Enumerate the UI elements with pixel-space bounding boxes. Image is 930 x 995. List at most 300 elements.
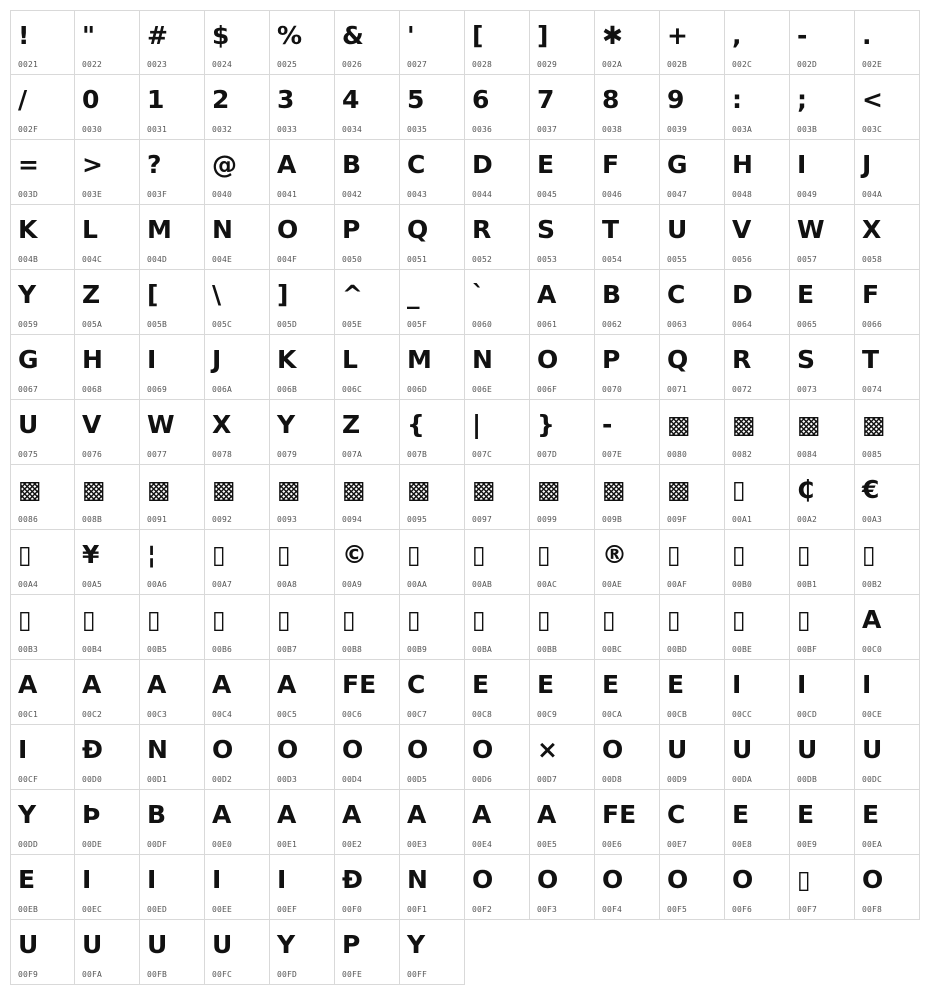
glyph-preview: ▩ [667,475,691,504]
glyph-code-label: 0026 [342,60,363,69]
glyph-preview: A [212,800,232,829]
glyph-preview: O [472,735,494,764]
glyph-code-label: 00C4 [212,710,233,719]
glyph-code-label: 00EB [18,905,39,914]
glyph-code-label: 00BE [732,645,753,654]
glyph-cell [790,335,855,400]
glyph-cell [855,855,920,920]
glyph-cell [10,855,75,920]
glyph-code-label: 00CF [18,775,39,784]
glyph-code-label: 00F2 [472,905,493,914]
glyph-cell [725,140,790,205]
glyph-code-label: 002A [602,60,623,69]
glyph-preview: Y [18,280,37,309]
glyph-cell [595,335,660,400]
glyph-code-label: 00BB [537,645,558,654]
glyph-cell [595,400,660,465]
glyph-code-label: 00B5 [147,645,168,654]
glyph-code-label: 00C1 [18,710,39,719]
glyph-preview: | [472,410,482,439]
glyph-preview: ▩ [797,410,821,439]
glyph-code-label: 00B1 [797,580,818,589]
glyph-preview: L [82,215,98,244]
glyph-cell [595,75,660,140]
glyph-preview: O [602,735,624,764]
glyph-preview: Z [82,280,101,309]
glyph-preview: × [537,735,558,764]
glyph-cell [465,725,530,790]
glyph-code-label: 00DD [18,840,39,849]
glyph-preview: B [147,800,167,829]
glyph-preview: Y [277,930,296,959]
glyph-cell [75,205,140,270]
glyph-code-label: 00B8 [342,645,363,654]
glyph-preview: ▩ [537,475,561,504]
glyph-code-label: 003D [18,190,39,199]
glyph-preview: ▯ [82,605,96,634]
glyph-cell [140,75,205,140]
glyph-code-label: 005E [342,320,363,329]
glyph-code-label: 0076 [82,450,103,459]
glyph-code-label: 0049 [797,190,818,199]
glyph-cell [205,205,270,270]
glyph-preview: I [797,150,807,179]
glyph-preview: [ [472,21,484,50]
glyph-preview: A [407,800,427,829]
glyph-code-label: 006D [407,385,428,394]
glyph-cell [140,660,205,725]
glyph-code-label: 0054 [602,255,623,264]
glyph-cell [465,400,530,465]
glyph-preview: Y [277,410,296,439]
glyph-code-label: 00C3 [147,710,168,719]
glyph-preview: _ [407,280,420,309]
glyph-preview: V [732,215,752,244]
glyph-cell [270,595,335,660]
glyph-cell [725,10,790,75]
glyph-code-label: 0028 [472,60,493,69]
glyph-cell [75,75,140,140]
glyph-cell [400,270,465,335]
glyph-preview: " [82,21,96,50]
glyph-code-label: 0042 [342,190,363,199]
glyph-code-label: 003E [82,190,103,199]
glyph-preview: ▩ [602,475,626,504]
glyph-cell [595,595,660,660]
glyph-cell [335,530,400,595]
glyph-code-label: 00AA [407,580,428,589]
glyph-preview: % [277,21,303,50]
glyph-preview: P [342,215,361,244]
glyph-preview: FE [602,800,637,829]
glyph-cell [855,465,920,530]
glyph-cell [270,75,335,140]
glyph-preview: C [407,670,426,699]
glyph-preview: Đ [82,735,103,764]
glyph-cell [660,530,725,595]
glyph-cell [400,790,465,855]
glyph-code-label: 0094 [342,515,363,524]
glyph-cell [660,660,725,725]
glyph-cell [335,400,400,465]
glyph-code-label: 00F8 [862,905,883,914]
glyph-cell [530,140,595,205]
glyph-preview: < [862,85,883,114]
glyph-cell [335,920,400,985]
glyph-cell [465,205,530,270]
glyph-preview: E [472,670,490,699]
glyph-cell [75,10,140,75]
glyph-cell [465,855,530,920]
glyph-preview: I [147,865,157,894]
glyph-cell [725,400,790,465]
glyph-preview: A [277,670,297,699]
glyph-code-label: 00FE [342,970,363,979]
glyph-cell [530,205,595,270]
glyph-preview: U [147,930,168,959]
glyph-code-label: 00FA [82,970,103,979]
glyph-cell [400,400,465,465]
glyph-cell [530,335,595,400]
glyph-code-label: 0079 [277,450,298,459]
glyph-cell [855,595,920,660]
glyph-code-label: 00C5 [277,710,298,719]
glyph-code-label: 0033 [277,125,298,134]
glyph-cell [270,335,335,400]
glyph-preview: A [277,150,297,179]
glyph-code-label: 004D [147,255,168,264]
glyph-code-label: 004F [277,255,298,264]
glyph-preview: E [602,670,620,699]
glyph-preview: Q [407,215,429,244]
glyph-code-label: 0080 [667,450,688,459]
glyph-map-grid [10,10,920,985]
glyph-code-label: 006E [472,385,493,394]
glyph-preview: A [537,280,557,309]
glyph-cell [465,660,530,725]
glyph-preview: Þ [82,800,101,829]
glyph-code-label: 0074 [862,385,883,394]
glyph-cell [400,595,465,660]
glyph-code-label: 00A8 [277,580,298,589]
glyph-preview: ▯ [407,605,421,634]
glyph-code-label: 00E7 [667,840,688,849]
glyph-code-label: 0062 [602,320,623,329]
glyph-cell [465,530,530,595]
glyph-cell [270,790,335,855]
glyph-code-label: 00CA [602,710,623,719]
glyph-preview: ! [18,21,30,50]
glyph-code-label: 0078 [212,450,233,459]
glyph-preview: FE [342,670,377,699]
glyph-code-label: 00E8 [732,840,753,849]
glyph-cell [595,465,660,530]
glyph-cell [205,595,270,660]
glyph-cell [335,270,400,335]
glyph-cell [530,400,595,465]
glyph-preview: ▯ [797,540,811,569]
glyph-cell [660,725,725,790]
glyph-code-label: 0092 [212,515,233,524]
glyph-preview: H [732,150,753,179]
glyph-preview: A [342,800,362,829]
glyph-code-label: 0052 [472,255,493,264]
glyph-preview: A [82,670,102,699]
glyph-preview: U [18,930,39,959]
glyph-code-label: 0065 [797,320,818,329]
glyph-cell [400,335,465,400]
glyph-preview: 7 [537,85,555,114]
glyph-cell [530,530,595,595]
glyph-code-label: 0069 [147,385,168,394]
glyph-preview: I [18,735,28,764]
glyph-cell [140,335,205,400]
glyph-cell [205,10,270,75]
glyph-cell [465,465,530,530]
glyph-cell [595,790,660,855]
glyph-cell [725,725,790,790]
glyph-preview: } [537,410,555,439]
glyph-code-label: 002B [667,60,688,69]
glyph-preview: Y [407,930,426,959]
glyph-cell [205,400,270,465]
glyph-preview: 4 [342,85,360,114]
glyph-code-label: 00D3 [277,775,298,784]
glyph-cell [660,790,725,855]
glyph-cell [465,10,530,75]
glyph-code-label: 0022 [82,60,103,69]
glyph-cell [10,465,75,530]
glyph-code-label: 00A6 [147,580,168,589]
glyph-preview: O [537,345,559,374]
glyph-code-label: 006A [212,385,233,394]
glyph-preview: M [407,345,432,374]
glyph-cell [530,855,595,920]
glyph-preview: = [18,150,39,179]
glyph-code-label: 003C [862,125,883,134]
glyph-preview: G [18,345,39,374]
glyph-cell [530,10,595,75]
glyph-code-label: 003A [732,125,753,134]
glyph-cell [140,400,205,465]
glyph-preview: K [18,215,38,244]
glyph-cell [855,660,920,725]
glyph-cell [400,855,465,920]
glyph-cell [855,140,920,205]
glyph-preview: F [602,150,620,179]
glyph-cell [660,335,725,400]
glyph-code-label: 00A3 [862,515,883,524]
glyph-code-label: 00D1 [147,775,168,784]
glyph-preview: C [407,150,426,179]
glyph-preview: ▯ [667,605,681,634]
glyph-preview: ▯ [732,475,746,504]
glyph-code-label: 0056 [732,255,753,264]
glyph-preview: ' [407,21,415,50]
glyph-code-label: 00AF [667,580,688,589]
glyph-cell [400,140,465,205]
glyph-preview: ▩ [407,475,431,504]
glyph-preview: W [797,215,825,244]
glyph-cell [10,10,75,75]
glyph-cell [790,595,855,660]
glyph-code-label: 0063 [667,320,688,329]
glyph-cell [725,270,790,335]
glyph-code-label: 003F [147,190,168,199]
glyph-preview: ▯ [537,540,551,569]
glyph-preview: 0 [82,85,100,114]
glyph-preview: ▯ [472,540,486,569]
glyph-preview: ▯ [277,605,291,634]
glyph-cell [530,465,595,530]
glyph-cell [140,790,205,855]
glyph-code-label: 0072 [732,385,753,394]
glyph-code-label: 00E0 [212,840,233,849]
glyph-code-label: 00B2 [862,580,883,589]
glyph-code-label: 004C [82,255,103,264]
glyph-preview: O [342,735,364,764]
glyph-cell [855,335,920,400]
glyph-cell [790,205,855,270]
glyph-code-label: 0053 [537,255,558,264]
glyph-cell [530,75,595,140]
glyph-code-label: 0071 [667,385,688,394]
glyph-code-label: 007A [342,450,363,459]
glyph-cell [140,10,205,75]
glyph-preview: 2 [212,85,230,114]
glyph-preview: ▩ [342,475,366,504]
glyph-code-label: 0068 [82,385,103,394]
glyph-cell [205,75,270,140]
glyph-code-label: 0057 [797,255,818,264]
glyph-preview: A [472,800,492,829]
glyph-cell [595,855,660,920]
glyph-code-label: 00D7 [537,775,558,784]
glyph-preview: I [212,865,222,894]
glyph-preview: O [407,735,429,764]
glyph-cell [270,660,335,725]
glyph-cell [75,920,140,985]
glyph-code-label: 00EF [277,905,298,914]
glyph-code-label: 0047 [667,190,688,199]
glyph-preview: ▩ [472,475,496,504]
glyph-cell [400,10,465,75]
glyph-code-label: 0091 [147,515,168,524]
glyph-code-label: 00B3 [18,645,39,654]
glyph-cell [270,465,335,530]
glyph-cell [75,400,140,465]
glyph-cell [75,660,140,725]
glyph-cell [270,920,335,985]
glyph-preview: € [862,475,880,504]
glyph-code-label: 0025 [277,60,298,69]
glyph-cell [10,205,75,270]
glyph-cell [465,270,530,335]
glyph-code-label: 0070 [602,385,623,394]
glyph-cell [270,10,335,75]
glyph-preview: X [212,410,232,439]
glyph-code-label: 00CD [797,710,818,719]
glyph-preview: G [667,150,688,179]
glyph-preview: T [862,345,880,374]
glyph-cell [855,75,920,140]
glyph-cell [140,920,205,985]
glyph-preview: I [277,865,287,894]
glyph-cell [335,790,400,855]
glyph-preview: - [797,21,808,50]
glyph-code-label: 0027 [407,60,428,69]
glyph-cell [400,725,465,790]
glyph-code-label: 00FB [147,970,168,979]
glyph-preview: © [342,540,367,569]
glyph-code-label: 0045 [537,190,558,199]
glyph-code-label: 0024 [212,60,233,69]
glyph-code-label: 00AE [602,580,623,589]
glyph-preview: ▯ [147,605,161,634]
glyph-preview: B [342,150,362,179]
glyph-code-label: 0032 [212,125,233,134]
glyph-cell [790,465,855,530]
glyph-preview: A [537,800,557,829]
glyph-preview: T [602,215,620,244]
glyph-code-label: 0085 [862,450,883,459]
glyph-cell [335,10,400,75]
glyph-cell [725,75,790,140]
glyph-preview: ▩ [18,475,42,504]
glyph-preview: + [667,21,688,50]
glyph-cell [530,725,595,790]
glyph-preview: O [277,215,299,244]
glyph-cell [75,595,140,660]
glyph-cell [660,595,725,660]
glyph-code-label: 00B0 [732,580,753,589]
glyph-cell [10,790,75,855]
glyph-code-label: 00BC [602,645,623,654]
glyph-cell [660,205,725,270]
glyph-preview: K [277,345,297,374]
glyph-code-label: 00F3 [537,905,558,914]
glyph-cell [725,595,790,660]
glyph-code-label: 00E1 [277,840,298,849]
glyph-preview: ` [472,280,485,309]
glyph-preview: ▯ [862,540,876,569]
glyph-preview: L [342,345,358,374]
glyph-cell [400,920,465,985]
glyph-preview: A [18,670,38,699]
glyph-cell [595,270,660,335]
glyph-cell [660,400,725,465]
glyph-cell [10,920,75,985]
glyph-code-label: 00E4 [472,840,493,849]
glyph-preview: ▯ [667,540,681,569]
glyph-preview: ▩ [212,475,236,504]
glyph-cell [725,465,790,530]
glyph-code-label: 00D9 [667,775,688,784]
glyph-code-label: 0075 [18,450,39,459]
glyph-preview: N [212,215,233,244]
glyph-cell [75,335,140,400]
glyph-code-label: 0073 [797,385,818,394]
glyph-preview: O [732,865,754,894]
glyph-cell [530,660,595,725]
glyph-code-label: 0036 [472,125,493,134]
glyph-code-label: 00D4 [342,775,363,784]
glyph-cell [205,140,270,205]
glyph-cell [270,530,335,595]
glyph-code-label: 00CC [732,710,753,719]
glyph-cell [595,205,660,270]
glyph-code-label: 0084 [797,450,818,459]
